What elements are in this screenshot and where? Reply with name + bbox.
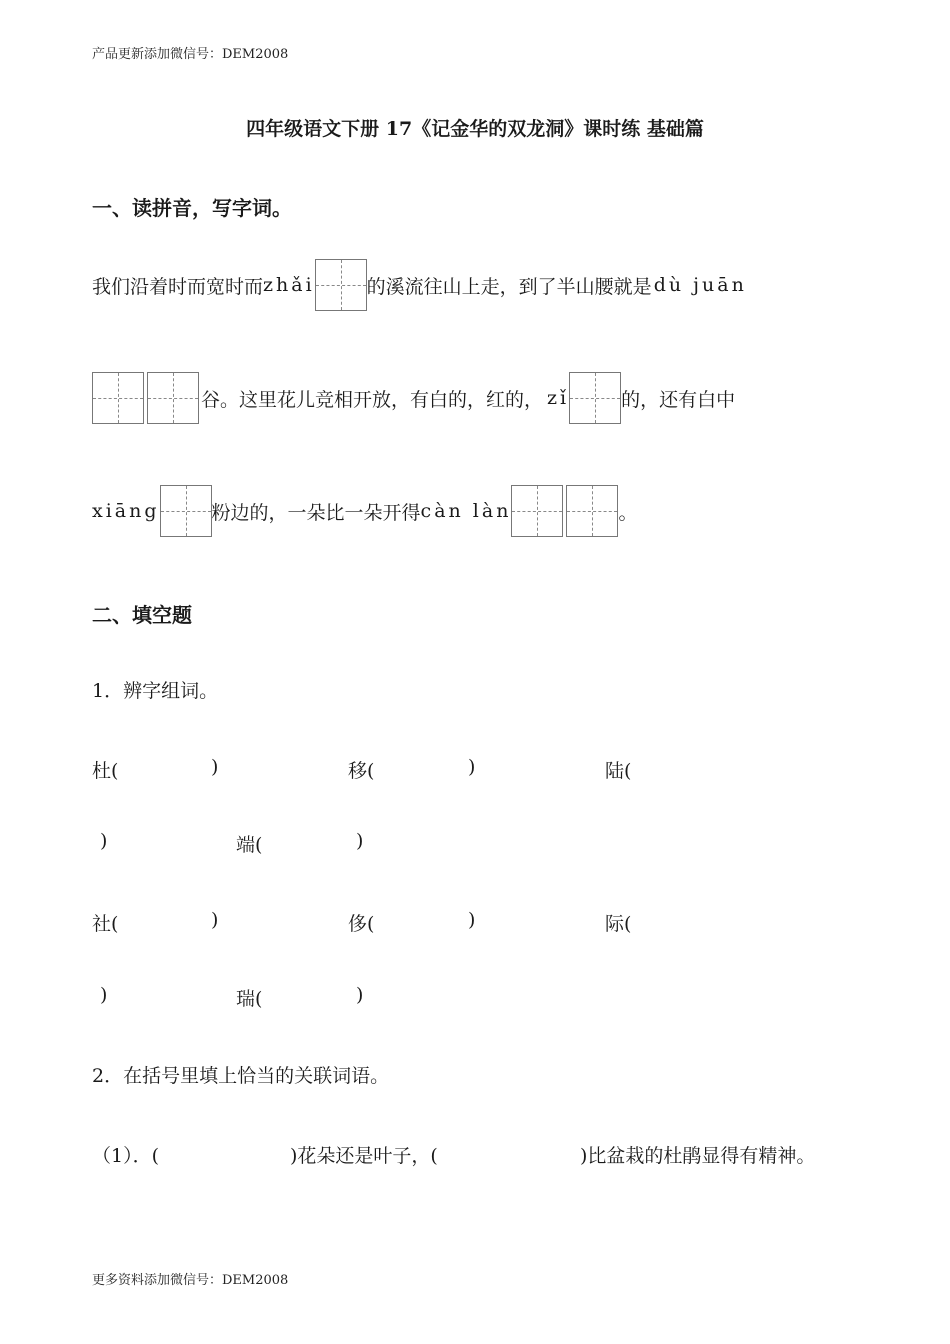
paren-close: ) — [211, 756, 219, 778]
word-prompt: 际( — [605, 913, 632, 935]
paren-close: ) — [100, 830, 108, 852]
word-prompt: 瑞( — [236, 988, 263, 1010]
page-title: 四年级语文下册 17《记金华的双龙洞》课时练 基础篇 — [246, 118, 704, 140]
pinyin-text: zhǎi — [263, 274, 315, 296]
pinyin-line-2 — [92, 370, 735, 426]
pinyin-text: càn làn — [420, 500, 512, 522]
paren-close: ) — [356, 830, 364, 852]
paren-close: ) — [468, 909, 476, 931]
sentence-text: 我们沿着时而宽时而 — [92, 275, 264, 298]
word-prompt: 陆( — [605, 760, 632, 782]
paren-close: ) — [100, 984, 108, 1006]
question-2-item-1-middle: )花朵还是叶子，( — [290, 1145, 438, 1167]
word-prompt: 社( — [92, 913, 119, 935]
sentence-text: 粉边的，一朵比一朵开得 — [211, 501, 421, 524]
paren-close: ) — [211, 909, 219, 931]
question-2-label: 2．在括号里填上恰当的关联词语。 — [92, 1065, 390, 1087]
question-2-item-1-end: )比盆栽的杜鹃显得有精神。 — [580, 1145, 816, 1167]
writing-box[interactable] — [511, 485, 563, 537]
word-prompt: 杜( — [92, 760, 119, 782]
page-header: 产品更新添加微信号：DEM2008 — [92, 47, 289, 62]
paren-close: ) — [356, 984, 364, 1006]
writing-box[interactable] — [160, 485, 212, 537]
section-heading-fill: 二、填空题 — [92, 603, 192, 627]
writing-box[interactable] — [566, 485, 618, 537]
writing-box[interactable] — [147, 372, 199, 424]
question-2-item-1-start: （1）．( — [92, 1145, 160, 1167]
section-heading-pinyin: 一、读拼音，写字词。 — [92, 196, 292, 220]
pinyin-line-1 — [92, 257, 747, 313]
word-prompt: 侈( — [348, 913, 375, 935]
writing-box[interactable] — [92, 372, 144, 424]
pinyin-text: xiāng — [92, 500, 160, 522]
word-prompt: 移( — [348, 760, 375, 782]
writing-box[interactable] — [569, 372, 621, 424]
pinyin-text: zǐ — [547, 387, 570, 409]
word-prompt: 端( — [236, 834, 263, 856]
paren-close: ) — [468, 756, 476, 778]
question-1-label: 1．辨字组词。 — [92, 680, 219, 702]
pinyin-line-3 — [92, 483, 637, 539]
pinyin-text: dù juān — [653, 274, 747, 296]
sentence-text: 谷。这里花儿竞相开放，有白的，红的， — [201, 388, 544, 411]
sentence-text: 的溪流往山上走，到了半山腰就是 — [366, 275, 652, 298]
writing-box[interactable] — [315, 259, 367, 311]
page-footer: 更多资料添加微信号：DEM2008 — [92, 1273, 289, 1288]
sentence-text: 。 — [618, 501, 638, 524]
sentence-text: 的，还有白中 — [621, 388, 736, 411]
